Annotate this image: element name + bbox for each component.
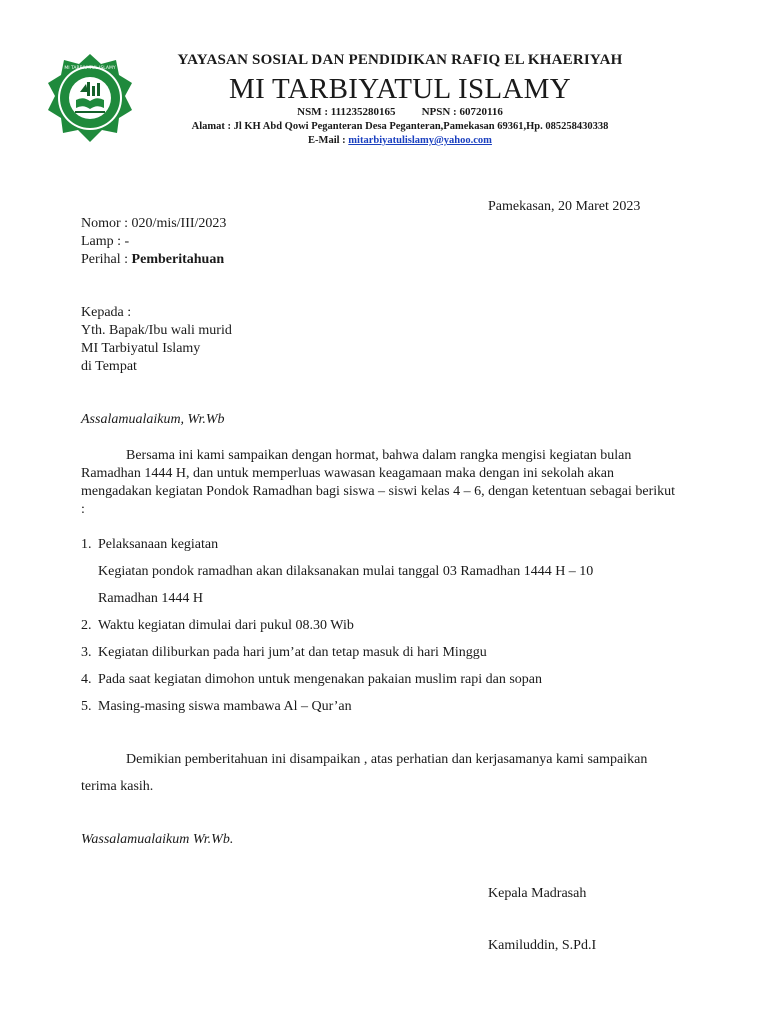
closing-line: terima kasih. [81, 779, 154, 794]
intro-text: Bersama ini kami sampaikan dengan hormat, bahwa dalam rangka mengisi kegiatan bulan Ramadhan 1444 H, dan untuk memperluas wawasan keagamaan maka dengan ini sekolah akan mengadakan kegiatan Pondok Ramadhan bagi siswa – siswi kelas 4 – 6, dengan ketentuan sebagai berikut : [81, 448, 676, 517]
list-item-text: Pelaksanaan kegiatan [98, 537, 219, 552]
signer-title: Kepala Madrasah [488, 886, 587, 901]
subject-value: Pemberitahuan [131, 252, 225, 267]
list-item-text: Masing-masing siswa mambawa Al – Qur’an [98, 699, 352, 714]
list-item-number: 1. [81, 537, 92, 552]
email-label: E-Mail : [308, 135, 349, 146]
letter-number: Nomor : 020/mis/III/2023 [81, 216, 227, 231]
list-item-detail: Ramadhan 1444 H [98, 591, 203, 606]
subject [81, 251, 224, 269]
intro-paragraph [81, 447, 681, 519]
recipient-line: di Tempat [81, 359, 137, 374]
attachment: Lamp : - [81, 234, 130, 249]
svg-text:MI TARBIYATUL ISLAMY: MI TARBIYATUL ISLAMY [64, 66, 116, 71]
farewell: Wassalamualaikum Wr.Wb. [81, 832, 234, 847]
list-item-detail: Kegiatan pondok ramadhan akan dilaksanakan mulai tanggal 03 Ramadhan 1444 H – 10 [98, 564, 594, 579]
subject-label: Perihal : [81, 252, 132, 267]
recipient-line: MI Tarbiyatul Islamy [81, 341, 201, 356]
signer-name: Kamiluddin, S.Pd.I [488, 938, 597, 953]
greeting: Assalamualaikum, Wr.Wb [81, 412, 225, 427]
npsn-number: NPSN : 60720116 [421, 106, 503, 118]
list-item-text: Waktu kegiatan dimulai dari pukul 08.30 Wib [98, 618, 354, 633]
recipient-line: Kepada : [81, 305, 132, 320]
email-link[interactable]: mitarbiyatulislamy@yahoo.com [348, 135, 492, 146]
school-email [130, 135, 670, 146]
list-item-number: 3. [81, 645, 92, 660]
school-ids [130, 106, 670, 118]
list-item-number: 5. [81, 699, 92, 714]
list-item-text: Pada saat kegiatan dimohon untuk mengenakan pakaian muslim rapi dan sopan [98, 672, 542, 687]
list-item-number: 2. [81, 618, 92, 633]
list-item-number: 4. [81, 672, 92, 687]
school-address: Alamat : Jl KH Abd Qowi Peganteran Desa Peganteran,Pamekasan 69361,Hp. 085258430338 [191, 121, 609, 132]
place-date: Pamekasan, 20 Maret 2023 [488, 199, 641, 214]
nsm-number: NSM : 111235280165 [297, 106, 396, 118]
foundation-name: YAYASAN SOSIAL DAN PENDIDIKAN RAFIQ EL KHAERIYAH [177, 52, 623, 68]
closing-line: Demikian pemberitahuan ini disampaikan , atas perhatian dan kerjasamanya kami sampaikan [126, 752, 648, 767]
school-logo-icon [48, 53, 132, 143]
school-name: MI TARBIYATUL ISLAMY [228, 73, 572, 105]
list-item-text: Kegiatan diliburkan pada hari jum’at dan tetap masuk di hari Minggu [98, 645, 487, 660]
recipient-line: Yth. Bapak/Ibu wali murid [81, 323, 232, 338]
